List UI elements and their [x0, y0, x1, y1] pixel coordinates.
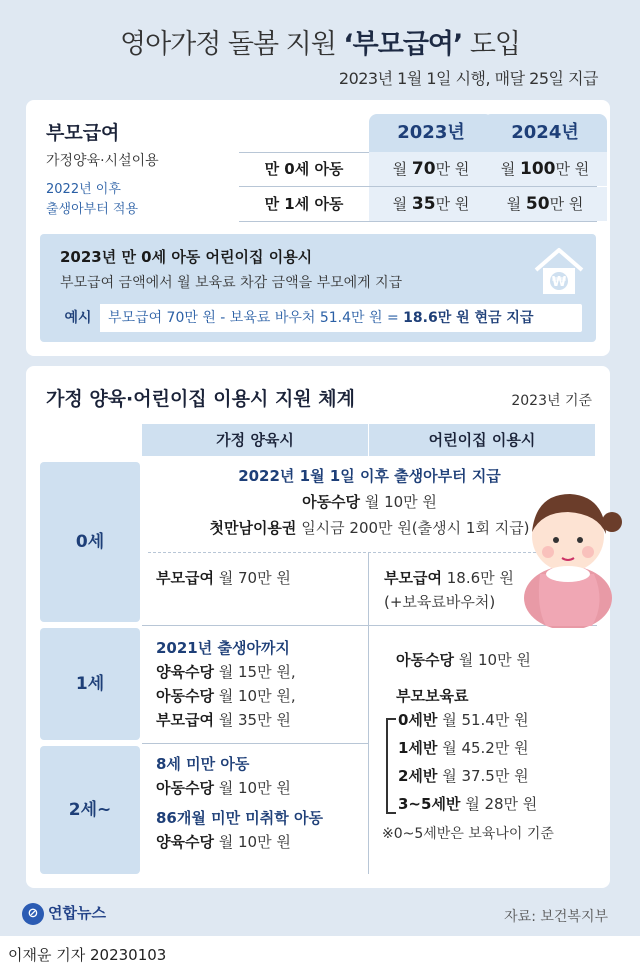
example-bar: [56, 304, 582, 332]
benefit-subtitle: 가정양육·시설이용: [46, 153, 159, 169]
house-won-icon: [532, 244, 586, 298]
svg-text:₩: ₩: [551, 275, 567, 290]
row-label: 만 1세 아동: [264, 195, 344, 213]
fee-class-0: 0세반 월 51.4만 원: [398, 711, 529, 729]
age-1-label: 1세: [40, 628, 140, 740]
age0-common-title: 2022년 1월 1일 이후 출생아부터 지급: [238, 467, 501, 485]
age1-home-line3: 부모급여 월 35만 원: [156, 711, 291, 729]
age0-daycare-parent-benefit: 부모급여 18.6만 원: [384, 569, 514, 587]
page-subtitle: 2023년 1월 1일 시행, 매달 25일 지급: [338, 69, 598, 88]
fee-class-3-5: 3~5세반 월 28만 원: [398, 795, 538, 813]
age2-home-title2: 86개월 미만 미취학 아동: [156, 809, 323, 827]
title-highlight: ‘부모급여’: [343, 29, 463, 60]
daycare-info-box: [40, 234, 596, 342]
row-divider: [142, 743, 369, 744]
benefit-row-age0: [239, 152, 597, 186]
age1-home-line1: 양육수당 월 15만 원,: [156, 663, 296, 681]
yonhap-logo: ⊘ 연합뉴스: [22, 902, 106, 925]
age2-home-line1: 아동수당 월 10만 원: [156, 779, 291, 797]
baby-illustration: [506, 478, 626, 628]
daycare-fee-title: 부모보육료: [396, 687, 469, 705]
page-title: [0, 22, 640, 61]
age-0-label: 0세: [40, 462, 140, 622]
age-2-label: 2세~: [40, 746, 140, 874]
source-credit: 자료: 보건복지부: [504, 909, 608, 925]
age2-home-line2: 양육수당 월 10만 원: [156, 833, 291, 851]
parent-benefit-card: [26, 100, 610, 356]
age0-first-meeting-voucher: 첫만남이용권 일시금 200만 원(출생시 1회 지급): [209, 519, 530, 537]
row-divider: [239, 221, 597, 222]
system-title: 가정 양육·어린이집 이용시 지원 체계: [46, 388, 355, 410]
benefit-title: 부모급여: [46, 122, 120, 144]
fee-footnote: ※0~5세반은 보육나이 기준: [382, 826, 554, 842]
fee-class-2: 2세반 월 37.5만 원: [398, 767, 529, 785]
daycare-child-allowance: 아동수당 월 10만 원: [396, 651, 531, 669]
age1-home-title: 2021년 출생아까지: [156, 639, 290, 657]
yonhap-logo-icon: ⊘: [22, 903, 44, 925]
year-2023-header: 2023년: [369, 114, 493, 152]
age0-home-parent-benefit: 부모급여 월 70만 원: [156, 569, 291, 587]
col-header-home: 가정 양육시: [142, 424, 368, 456]
age2-home-title1: 8세 미만 아동: [156, 755, 250, 773]
column-divider: [368, 552, 369, 874]
year-2024-header: 2024년: [483, 114, 607, 152]
example-tag: 예시: [56, 304, 100, 332]
age1-home-line2: 아동수당 월 10만 원,: [156, 687, 296, 705]
age0-daycare-voucher: (+보육료바우처): [384, 593, 496, 611]
system-basis: 2023년 기준: [511, 393, 592, 409]
note-line-1: 2022년 이후: [46, 182, 121, 197]
title-prefix: 영아가정 돌봄 지원: [120, 29, 344, 60]
amount-2024: 월 50만 원: [483, 187, 607, 221]
col-header-daycare: 어린이집 이용시: [369, 424, 595, 456]
amount-2023: 월 35만 원: [369, 187, 493, 221]
amount-2024: 월 100만 원: [483, 152, 607, 186]
fee-class-1: 1세반 월 45.2만 원: [398, 739, 529, 757]
info-title: 2023년 만 0세 아동 어린이집 이용시: [60, 248, 313, 266]
age0-child-allowance: 아동수당 월 10만 원: [302, 493, 437, 511]
row-label: 만 0세 아동: [264, 160, 344, 178]
benefit-note: [46, 180, 196, 220]
byline: 이재윤 기자 20230103: [8, 946, 167, 964]
info-subtitle: 부모급여 금액에서 월 보육료 차감 금액을 부모에게 지급: [60, 275, 403, 291]
benefit-row-age1: [239, 187, 597, 221]
example-text: 부모급여 70만 원 - 보육료 바우처 51.4만 원 = 18.6만 원 현금 지급: [108, 310, 534, 326]
title-suffix: 도입: [462, 29, 520, 60]
fee-bracket: [386, 718, 396, 814]
amount-2023: 월 70만 원: [369, 152, 493, 186]
note-line-2: 출생아부터 적용: [46, 202, 139, 217]
